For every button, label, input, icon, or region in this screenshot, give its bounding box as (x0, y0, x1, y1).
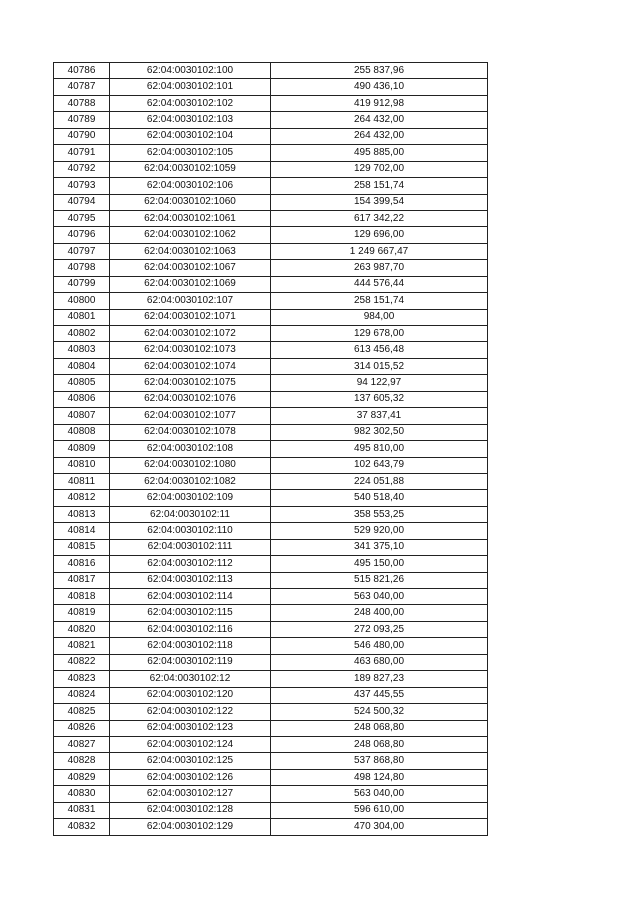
table-row (54, 753, 488, 769)
cadastral-number-cell: 62:04:0030102:104 (110, 128, 271, 144)
cadastral-number-cell: 62:04:0030102:109 (110, 490, 271, 506)
cadastral-number-cell: 62:04:0030102:101 (110, 79, 271, 95)
table-row (54, 112, 488, 128)
cadastral-value-cell: 1 249 667,47 (271, 243, 488, 259)
cadastral-value-cell: 129 696,00 (271, 227, 488, 243)
cadastral-number-cell: 62:04:0030102:128 (110, 802, 271, 818)
cadastral-value-cell: 495 150,00 (271, 556, 488, 572)
cadastral-value-cell: 490 436,10 (271, 79, 488, 95)
table-row (54, 391, 488, 407)
cadastral-value-cell: 444 576,44 (271, 276, 488, 292)
table-row (54, 342, 488, 358)
cadastral-number-cell: 62:04:0030102:111 (110, 539, 271, 555)
row-number-cell: 40796 (54, 227, 110, 243)
cadastral-number-cell: 62:04:0030102:1077 (110, 408, 271, 424)
cadastral-number-cell: 62:04:0030102:1061 (110, 210, 271, 226)
table-row (54, 605, 488, 621)
table-row (54, 178, 488, 194)
cadastral-value-cell: 189 827,23 (271, 671, 488, 687)
cadastral-value-cell: 515 821,26 (271, 572, 488, 588)
cadastral-number-cell: 62:04:0030102:1075 (110, 375, 271, 391)
cadastral-number-cell: 62:04:0030102:113 (110, 572, 271, 588)
table-row (54, 523, 488, 539)
table-row (54, 128, 488, 144)
row-number-cell: 40810 (54, 457, 110, 473)
cadastral-number-cell: 62:04:0030102:115 (110, 605, 271, 621)
table-row (54, 539, 488, 555)
table-row (54, 210, 488, 226)
table-row (54, 260, 488, 276)
cadastral-number-cell: 62:04:0030102:126 (110, 769, 271, 785)
row-number-cell: 40786 (54, 63, 110, 79)
row-number-cell: 40829 (54, 769, 110, 785)
cadastral-value-cell: 537 868,80 (271, 753, 488, 769)
table-row (54, 473, 488, 489)
row-number-cell: 40814 (54, 523, 110, 539)
row-number-cell: 40792 (54, 161, 110, 177)
table-row (54, 79, 488, 95)
cadastral-value-cell: 563 040,00 (271, 786, 488, 802)
row-number-cell: 40831 (54, 802, 110, 818)
cadastral-number-cell: 62:04:0030102:1059 (110, 161, 271, 177)
table-row (54, 95, 488, 111)
cadastral-value-cell: 255 837,96 (271, 63, 488, 79)
table-row (54, 145, 488, 161)
row-number-cell: 40798 (54, 260, 110, 276)
cadastral-number-cell: 62:04:0030102:125 (110, 753, 271, 769)
cadastral-number-cell: 62:04:0030102:120 (110, 687, 271, 703)
row-number-cell: 40816 (54, 556, 110, 572)
row-number-cell: 40795 (54, 210, 110, 226)
row-number-cell: 40824 (54, 687, 110, 703)
cadastral-value-cell: 540 518,40 (271, 490, 488, 506)
row-number-cell: 40802 (54, 326, 110, 342)
table-row (54, 194, 488, 210)
cadastral-value-cell: 248 068,80 (271, 720, 488, 736)
table-row (54, 227, 488, 243)
cadastral-number-cell: 62:04:0030102:103 (110, 112, 271, 128)
cadastral-number-cell: 62:04:0030102:1074 (110, 358, 271, 374)
table-row (54, 276, 488, 292)
cadastral-number-cell: 62:04:0030102:1069 (110, 276, 271, 292)
cadastral-value-cell: 264 432,00 (271, 112, 488, 128)
cadastral-value-cell: 102 643,79 (271, 457, 488, 473)
cadastral-number-cell: 62:04:0030102:1067 (110, 260, 271, 276)
cadastral-value-cell: 463 680,00 (271, 654, 488, 670)
table-row (54, 769, 488, 785)
row-number-cell: 40813 (54, 506, 110, 522)
cadastral-number-cell: 62:04:0030102:112 (110, 556, 271, 572)
cadastral-value-cell: 258 151,74 (271, 178, 488, 194)
cadastral-value-cell: 154 399,54 (271, 194, 488, 210)
cadastral-number-cell: 62:04:0030102:1080 (110, 457, 271, 473)
table-row (54, 490, 488, 506)
cadastral-number-cell: 62:04:0030102:127 (110, 786, 271, 802)
cadastral-number-cell: 62:04:0030102:1073 (110, 342, 271, 358)
cadastral-number-cell: 62:04:0030102:100 (110, 63, 271, 79)
cadastral-number-cell: 62:04:0030102:102 (110, 95, 271, 111)
cadastral-value-cell: 524 500,32 (271, 704, 488, 720)
row-number-cell: 40811 (54, 473, 110, 489)
cadastral-value-cell: 258 151,74 (271, 293, 488, 309)
cadastral-value-cell: 613 456,48 (271, 342, 488, 358)
cadastral-value-cell: 596 610,00 (271, 802, 488, 818)
row-number-cell: 40787 (54, 79, 110, 95)
row-number-cell: 40822 (54, 654, 110, 670)
row-number-cell: 40794 (54, 194, 110, 210)
row-number-cell: 40809 (54, 441, 110, 457)
cadastral-value-cell: 264 432,00 (271, 128, 488, 144)
table-row (54, 293, 488, 309)
cadastral-number-cell: 62:04:0030102:122 (110, 704, 271, 720)
cadastral-number-cell: 62:04:0030102:123 (110, 720, 271, 736)
table-row (54, 704, 488, 720)
row-number-cell: 40807 (54, 408, 110, 424)
row-number-cell: 40823 (54, 671, 110, 687)
cadastral-value-cell: 563 040,00 (271, 589, 488, 605)
cadastral-number-cell: 62:04:0030102:1078 (110, 424, 271, 440)
row-number-cell: 40790 (54, 128, 110, 144)
cadastral-number-cell: 62:04:0030102:114 (110, 589, 271, 605)
row-number-cell: 40803 (54, 342, 110, 358)
row-number-cell: 40799 (54, 276, 110, 292)
table-row (54, 654, 488, 670)
cadastral-value-cell: 263 987,70 (271, 260, 488, 276)
table-row (54, 819, 488, 835)
table-row (54, 161, 488, 177)
row-number-cell: 40805 (54, 375, 110, 391)
cadastral-number-cell: 62:04:0030102:1063 (110, 243, 271, 259)
table-row (54, 408, 488, 424)
table-row (54, 556, 488, 572)
cadastral-value-table (53, 62, 488, 836)
table-row (54, 589, 488, 605)
cadastral-number-cell: 62:04:0030102:106 (110, 178, 271, 194)
cadastral-number-cell: 62:04:0030102:1072 (110, 326, 271, 342)
cadastral-value-cell: 546 480,00 (271, 638, 488, 654)
row-number-cell: 40827 (54, 736, 110, 752)
cadastral-number-cell: 62:04:0030102:110 (110, 523, 271, 539)
table-row (54, 309, 488, 325)
table-row (54, 375, 488, 391)
table-row (54, 736, 488, 752)
cadastral-value-cell: 37 837,41 (271, 408, 488, 424)
table-row (54, 671, 488, 687)
row-number-cell: 40826 (54, 720, 110, 736)
row-number-cell: 40828 (54, 753, 110, 769)
row-number-cell: 40793 (54, 178, 110, 194)
row-number-cell: 40800 (54, 293, 110, 309)
table-row (54, 441, 488, 457)
cadastral-value-cell: 224 051,88 (271, 473, 488, 489)
row-number-cell: 40830 (54, 786, 110, 802)
cadastral-value-cell: 94 122,97 (271, 375, 488, 391)
row-number-cell: 40801 (54, 309, 110, 325)
cadastral-number-cell: 62:04:0030102:116 (110, 621, 271, 637)
cadastral-number-cell: 62:04:0030102:1076 (110, 391, 271, 407)
row-number-cell: 40791 (54, 145, 110, 161)
row-number-cell: 40815 (54, 539, 110, 555)
cadastral-number-cell: 62:04:0030102:108 (110, 441, 271, 457)
row-number-cell: 40818 (54, 589, 110, 605)
table-row (54, 572, 488, 588)
cadastral-number-cell: 62:04:0030102:107 (110, 293, 271, 309)
cadastral-value-cell: 495 810,00 (271, 441, 488, 457)
row-number-cell: 40788 (54, 95, 110, 111)
row-number-cell: 40789 (54, 112, 110, 128)
table-row (54, 424, 488, 440)
table-row (54, 457, 488, 473)
row-number-cell: 40817 (54, 572, 110, 588)
cadastral-number-cell: 62:04:0030102:129 (110, 819, 271, 835)
table-row (54, 638, 488, 654)
cadastral-number-cell: 62:04:0030102:1060 (110, 194, 271, 210)
cadastral-value-cell: 470 304,00 (271, 819, 488, 835)
row-number-cell: 40820 (54, 621, 110, 637)
cadastral-number-cell: 62:04:0030102:105 (110, 145, 271, 161)
row-number-cell: 40825 (54, 704, 110, 720)
row-number-cell: 40819 (54, 605, 110, 621)
row-number-cell: 40812 (54, 490, 110, 506)
cadastral-number-cell: 62:04:0030102:1071 (110, 309, 271, 325)
cadastral-value-cell: 498 124,80 (271, 769, 488, 785)
table-row (54, 358, 488, 374)
cadastral-value-cell: 617 342,22 (271, 210, 488, 226)
cadastral-value-cell: 982 302,50 (271, 424, 488, 440)
row-number-cell: 40806 (54, 391, 110, 407)
table-row (54, 506, 488, 522)
table-row (54, 687, 488, 703)
cadastral-value-cell: 358 553,25 (271, 506, 488, 522)
cadastral-value-cell: 495 885,00 (271, 145, 488, 161)
row-number-cell: 40804 (54, 358, 110, 374)
cadastral-value-cell: 984,00 (271, 309, 488, 325)
cadastral-value-cell: 437 445,55 (271, 687, 488, 703)
cadastral-number-cell: 62:04:0030102:12 (110, 671, 271, 687)
table-row (54, 720, 488, 736)
cadastral-value-cell: 248 068,80 (271, 736, 488, 752)
cadastral-value-cell: 419 912,98 (271, 95, 488, 111)
table-row (54, 786, 488, 802)
cadastral-value-cell: 272 093,25 (271, 621, 488, 637)
row-number-cell: 40808 (54, 424, 110, 440)
cadastral-value-cell: 248 400,00 (271, 605, 488, 621)
row-number-cell: 40832 (54, 819, 110, 835)
cadastral-number-cell: 62:04:0030102:1062 (110, 227, 271, 243)
table-row (54, 621, 488, 637)
cadastral-value-cell: 341 375,10 (271, 539, 488, 555)
table-row (54, 802, 488, 818)
cadastral-number-cell: 62:04:0030102:119 (110, 654, 271, 670)
cadastral-value-cell: 314 015,52 (271, 358, 488, 374)
row-number-cell: 40821 (54, 638, 110, 654)
cadastral-value-cell: 137 605,32 (271, 391, 488, 407)
cadastral-value-cell: 129 678,00 (271, 326, 488, 342)
cadastral-number-cell: 62:04:0030102:11 (110, 506, 271, 522)
cadastral-number-cell: 62:04:0030102:118 (110, 638, 271, 654)
cadastral-number-cell: 62:04:0030102:1082 (110, 473, 271, 489)
table-row (54, 326, 488, 342)
table-body (54, 63, 488, 836)
row-number-cell: 40797 (54, 243, 110, 259)
cadastral-value-cell: 129 702,00 (271, 161, 488, 177)
cadastral-number-cell: 62:04:0030102:124 (110, 736, 271, 752)
table-row (54, 63, 488, 79)
table-row (54, 243, 488, 259)
cadastral-value-cell: 529 920,00 (271, 523, 488, 539)
